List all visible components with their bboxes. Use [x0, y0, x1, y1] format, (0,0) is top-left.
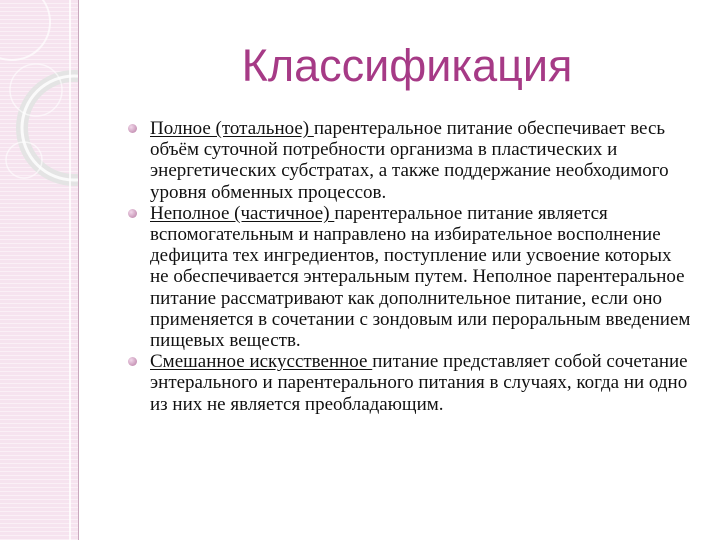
bullet-list — [128, 118, 694, 415]
pink-circle-bullet-icon — [128, 209, 137, 218]
slide-title: Классификация — [241, 40, 573, 91]
bullet-text: питание представляет собой сочетание энтерального и парентерального питания в случаях, когда ни одно из них не является преобладающим. — [150, 351, 688, 415]
bullet-text: парентеральное питание обеспечивает весь объём суточной потребности организма в пластических и энергетических субстратах, а также поддержание необходимого уровня обменных процессов. — [150, 118, 669, 203]
bullet-item-mixed — [128, 351, 694, 415]
pink-circle-bullet-icon — [128, 124, 137, 133]
pink-circle-bullet-icon — [128, 357, 137, 366]
bullet-item-full — [128, 118, 694, 203]
bullet-term: Смешанное искусственное — [150, 351, 373, 373]
bullet-item-partial — [128, 203, 694, 351]
bullet-term: Неполное (частичное) — [150, 202, 335, 224]
bullet-term: Полное (тотальное) — [150, 118, 314, 139]
bullet-text: парентеральное питание является вспомогательным и направлено на избирательное восполнение дефицита тех ингредиентов, поступление или усвоение которых не обеспечивается энтеральным путем. Неполное парентеральное питание рассматривают как дополнительное питание, если оно применяется в сочетании с зондовым или пероральным введением пищевых веществ. — [150, 202, 691, 352]
